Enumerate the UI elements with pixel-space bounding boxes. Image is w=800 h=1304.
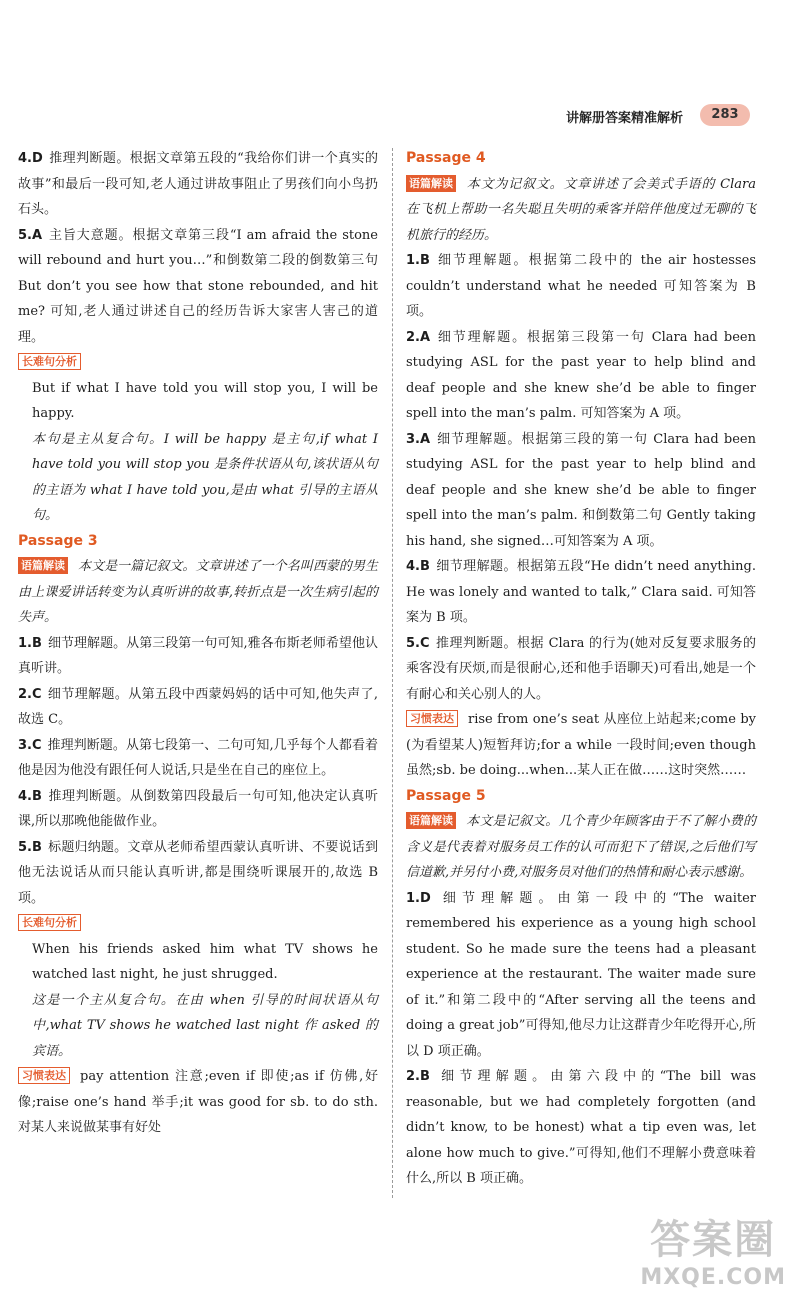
- answer-number: 4.D: [18, 151, 43, 166]
- answer-number: 5.B: [18, 839, 42, 855]
- right-column: [406, 146, 756, 1192]
- answer-explanation: 标题归纳题。文章从老师希望西蒙认真听讲、不要说话到他无法说话从而只能认真听讲,都是围绕听课展开的,故选 B 项。: [18, 839, 378, 906]
- summary-tag: 语篇解读: [406, 175, 456, 192]
- summary-text: 本文是一篇记叙文。文章讲述了一个名叫西蒙的男生由上课爱讲话转变为认真听讲的故事,转折点是一次生病引起的失声。: [18, 559, 378, 625]
- passage-heading: Passage 3: [18, 532, 98, 549]
- answer-item: [406, 886, 756, 1065]
- answer-number: 2.C: [18, 686, 42, 702]
- example-sentence: But if what I have told you will stop you, I will be happy.: [32, 380, 378, 421]
- answer-item: [18, 223, 378, 351]
- habit-tag: 习惯表达: [18, 1067, 70, 1084]
- answer-explanation: 细节理解题。根据第二段中的 the air hostesses couldn’t understand what he needed 可知答案为 B 项。: [406, 253, 756, 319]
- answer-item: [18, 733, 378, 784]
- answer-explanation: 细节理解题。根据第五段“He didn’t need anything. He was lonely and wanted to talk,” Clara said. 可知答案为 B 项。: [406, 559, 756, 625]
- summary-tag: 语篇解读: [18, 557, 68, 574]
- long-sentence-tag: 长难句分析: [18, 353, 81, 370]
- summary-tag: 语篇解读: [406, 812, 456, 829]
- answer-explanation: 细节理解题。由第六段中的“The bill was reasonable, but we had completely forgotten (and didn’t know, to be honest) what a tip even was, let alone how much to give.”可得知,他们不理解小费意味着什么,所以 B 项正确。: [406, 1069, 756, 1186]
- answer-explanation: 推理判断题。根据 Clara 的行为(她对反复要求服务的乘客没有厌烦,而是很耐心,还和他手语聊天)可看出,她是一个有耐心和关心别人的人。: [406, 635, 756, 702]
- watermark-line: 答案圈: [650, 1217, 777, 1263]
- passage-summary: [406, 809, 756, 886]
- habit-expressions: [18, 1064, 378, 1141]
- passage-summary: [406, 172, 756, 249]
- watermark-url: MXQE.COM: [640, 1265, 786, 1290]
- watermark-logo: [640, 1208, 786, 1290]
- answer-explanation: 主旨大意题。根据文章第三段“I am afraid the stone will rebound and hurt you…”和倒数第二段的倒数第三句 But don’t you see how that stone rebounded, and hit me? 可知,老人通过讲述自己的经历告诉大家害人害己的道理。: [18, 227, 378, 345]
- left-column: [18, 146, 378, 1141]
- sentence-analysis: 这是一个主从复合句。在由 when 引导的时间状语从句中,what TV shows he watched last night 作 asked 的宾语。: [32, 992, 378, 1059]
- answer-item: [406, 325, 756, 427]
- answer-item: [18, 682, 378, 733]
- answer-number: 1.D: [406, 890, 431, 906]
- answer-item: [18, 631, 378, 682]
- header-title: 讲解册答案精准解析: [566, 111, 684, 126]
- answer-number: 2.A: [406, 329, 431, 345]
- answer-item: [406, 248, 756, 325]
- long-sentence-heading: [18, 911, 378, 937]
- answer-item: [406, 554, 756, 631]
- answer-explanation: 细节理解题。根据第三段第一句 Clara had been studying ASL for the past year to help blind and deaf people and she knew she’d be able to finger spell into the man’s palm. 可知答案为 A 项。: [406, 329, 756, 421]
- answer-number: 1.B: [406, 253, 430, 268]
- answer-item: [18, 835, 378, 912]
- answer-item: [18, 784, 378, 835]
- answer-item: [18, 146, 378, 223]
- answer-number: 3.C: [18, 737, 42, 753]
- answer-explanation: 细节理解题。从第五段中西蒙妈妈的话中可知,他失声了,故选 C。: [18, 686, 378, 727]
- answer-explanation: 推理判断题。根据文章第五段的“我给你们讲一个真实的故事”和最后一段可知,老人通过讲故事阻止了男孩们向小鸟扔石头。: [18, 151, 378, 217]
- answer-item: [406, 427, 756, 555]
- summary-text: 本文是记叙文。几个青少年顾客由于不了解小费的含义是代表着对服务员工作的认可而犯下了错误,之后他们写信道歉,并另付小费,对服务员对他们的热情和耐心表示感谢。: [406, 814, 756, 880]
- answer-explanation: 推理判断题。从第七段第一、二句可知,几乎每个人都看着他是因为他没有跟任何人说话,只是坐在自己的座位上。: [18, 737, 378, 778]
- answer-number: 4.B: [406, 559, 430, 574]
- passage-summary: [18, 554, 378, 631]
- habit-text: pay attention 注意;even if 即使;as if 仿佛,好像;raise one’s hand 举手;it was good for sb. to do sth. 对某人来说做某事有好处: [18, 1069, 378, 1135]
- example-sentence: When his friends asked him what TV shows he watched last night, he just shrugged.: [32, 941, 378, 982]
- answer-number: 1.B: [18, 635, 42, 651]
- answer-number: 5.A: [18, 227, 43, 243]
- passage-heading: Passage 5: [406, 787, 486, 804]
- passage-heading: Passage 4: [406, 150, 486, 166]
- answer-item: [406, 1064, 756, 1192]
- answer-explanation: 细节理解题。由第一段中的“The waiter remembered his experience as a young high school student. So he made sure the teens had a pleasant experience at the restaurant. The waiter made sure of it.”和第二段中的“After serving all the teens and doing a great job”可得知,他尽力让这群青少年吃得开心,所以 D 项正确。: [406, 890, 756, 1059]
- summary-text: 本文为记叙文。文章讲述了会美式手语的 Clara 在飞机上帮助一名失聪且失明的乘客并陪伴他度过无聊的飞机旅行的经历。: [406, 176, 756, 243]
- answer-number: 5.C: [406, 635, 430, 651]
- column-divider: [392, 148, 393, 1198]
- habit-tag: 习惯表达: [406, 710, 458, 727]
- answer-number: 4.B: [18, 788, 42, 804]
- answer-explanation: 细节理解题。根据第三段的第一句 Clara had been studying ASL for the past year to help blind and deaf people and she knew she’d be able to finger spell into the man’s palm. 和倒数第二句 Gently taking his hand, she signed…可知答案为 A 项。: [406, 431, 756, 549]
- answer-number: 3.A: [406, 431, 431, 447]
- sentence-analysis: 本句是主从复合句。I will be happy 是主句,if what I have told you will stop you 是条件状语从句,该状语从句的主语为 what I have told you,是由 what 引导的主语从句。: [32, 431, 378, 523]
- habit-expressions: [406, 707, 756, 784]
- habit-text: rise from one’s seat 从座位上站起来;come by (为看望某人)短暂拜访;for a while 一段时间;even though 虽然;sb. be doing...when...某人正在做……这时突然……: [406, 712, 756, 778]
- answer-item: [406, 631, 756, 708]
- answer-explanation: 推理判断题。从倒数第四段最后一句可知,他决定认真听课,所以那晚他能做作业。: [18, 788, 378, 829]
- answer-number: 2.B: [406, 1069, 430, 1084]
- long-sentence-tag: 长难句分析: [18, 914, 81, 931]
- page-number-badge: 283: [700, 104, 750, 126]
- long-sentence-heading: [18, 350, 378, 376]
- answer-explanation: 细节理解题。从第三段第一句可知,雅各布斯老师希望他认真听讲。: [18, 635, 378, 676]
